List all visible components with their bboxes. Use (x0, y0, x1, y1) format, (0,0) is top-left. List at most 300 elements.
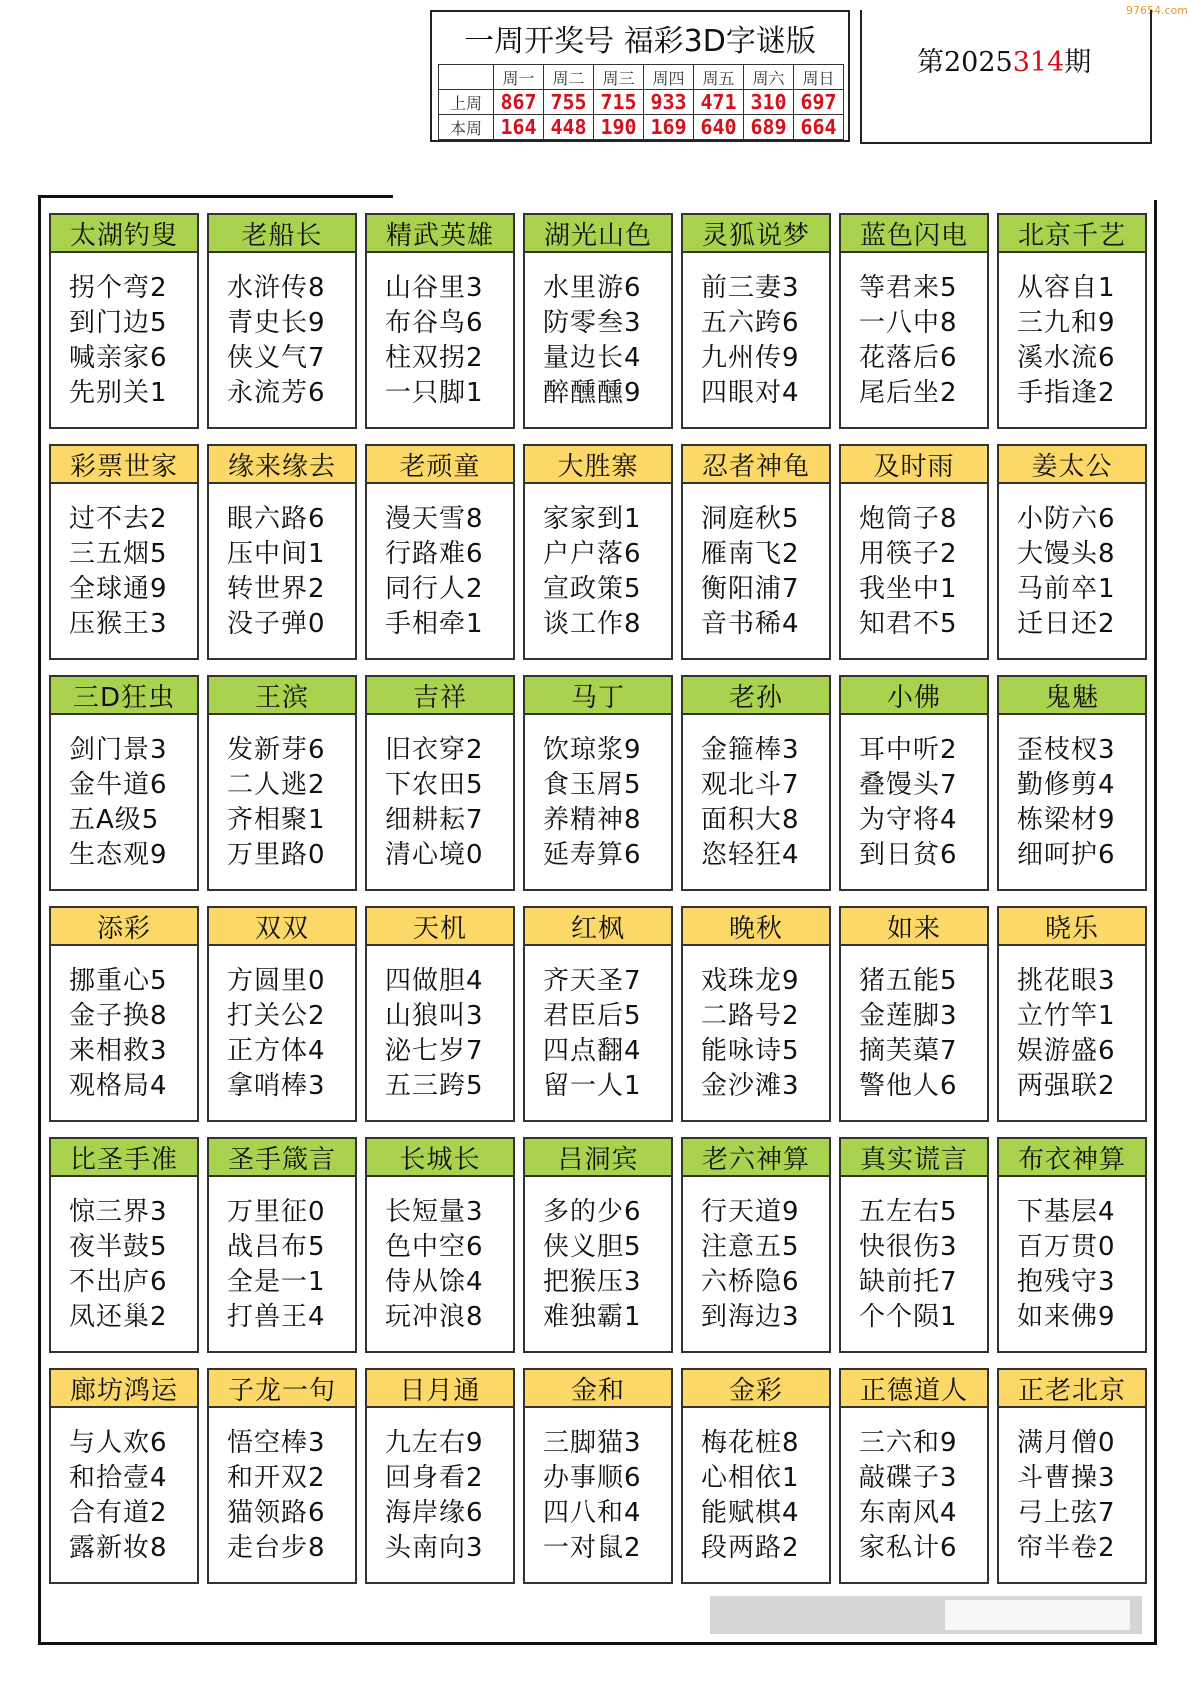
riddle-line: 四八和4 (543, 1498, 642, 1528)
riddle-line: 山谷里3 (385, 273, 484, 303)
card-body (525, 1408, 671, 1566)
card-author: 王滨 (209, 677, 355, 715)
riddle-line: 恣轻狂4 (701, 840, 800, 870)
day-header: 周一 (494, 65, 544, 90)
riddle-line: 尾后坐2 (859, 378, 958, 408)
card-author: 子龙一句 (209, 1370, 355, 1408)
riddle-line: 和拾壹4 (69, 1463, 168, 1493)
frame-line (38, 195, 393, 198)
draw-number: 664 (794, 115, 844, 140)
riddle-grid (49, 213, 1147, 1584)
riddle-line: 三六和9 (859, 1428, 958, 1458)
riddle-line: 三五烟5 (69, 539, 168, 569)
riddle-line: 下基层4 (1017, 1197, 1116, 1227)
riddle-line: 三九和9 (1017, 308, 1116, 338)
card-body (51, 1177, 197, 1335)
riddle-line: 色中空6 (385, 1232, 484, 1262)
card-author: 晚秋 (683, 908, 829, 946)
issue-panel (860, 10, 1152, 144)
riddle-card (207, 213, 357, 429)
riddle-card (49, 444, 199, 660)
riddle-card (839, 444, 989, 660)
riddle-line: 九左右9 (385, 1428, 484, 1458)
riddle-line: 夜半鼓5 (69, 1232, 168, 1262)
riddle-line: 迁日还2 (1017, 609, 1116, 639)
riddle-line: 溪水流6 (1017, 343, 1116, 373)
card-body (999, 946, 1145, 1104)
day-header: 周四 (644, 65, 694, 90)
riddle-card (997, 1368, 1147, 1584)
riddle-line: 斗曹操3 (1017, 1463, 1116, 1493)
riddle-line: 合有道2 (69, 1498, 168, 1528)
riddle-line: 正方体4 (227, 1036, 326, 1066)
riddle-line: 食玉屑5 (543, 770, 642, 800)
card-body (209, 1177, 355, 1335)
riddle-line: 个个陨1 (859, 1302, 958, 1332)
card-author: 长城长 (367, 1139, 513, 1177)
issue-prefix: 第2025 (917, 47, 1013, 78)
card-author: 添彩 (51, 908, 197, 946)
riddle-line: 转世界2 (227, 574, 326, 604)
riddle-line: 东南风4 (859, 1498, 958, 1528)
riddle-line: 走台步8 (227, 1533, 326, 1563)
draw-number: 715 (594, 90, 644, 115)
card-author: 圣手箴言 (209, 1139, 355, 1177)
card-body (209, 1408, 355, 1566)
riddle-line: 立竹竿1 (1017, 1001, 1116, 1031)
draw-number: 471 (694, 90, 744, 115)
card-author: 日月通 (367, 1370, 513, 1408)
riddle-line: 到日贫6 (859, 840, 958, 870)
riddle-line: 金沙滩3 (701, 1071, 800, 1101)
riddle-line: 压中间1 (227, 539, 326, 569)
day-header: 周二 (544, 65, 594, 90)
card-body (367, 715, 513, 873)
riddle-line: 九州传9 (701, 343, 800, 373)
card-author: 三D狂虫 (51, 677, 197, 715)
card-body (999, 484, 1145, 642)
draw-number: 755 (544, 90, 594, 115)
riddle-line: 手指逢2 (1017, 378, 1116, 408)
card-body (841, 715, 987, 873)
this-week-label: 本周 (439, 115, 494, 140)
card-body (51, 484, 197, 642)
riddle-card (681, 1137, 831, 1353)
riddle-card (681, 675, 831, 891)
card-body (51, 946, 197, 1104)
riddle-line: 眼六路6 (227, 504, 326, 534)
card-body (683, 1177, 829, 1335)
riddle-line: 战吕布5 (227, 1232, 326, 1262)
card-body (209, 946, 355, 1104)
riddle-line: 饮琼浆9 (543, 735, 642, 765)
card-author: 真实谎言 (841, 1139, 987, 1177)
issue-suffix: 期 (1064, 47, 1092, 78)
card-body (209, 484, 355, 642)
riddle-line: 长短量3 (385, 1197, 484, 1227)
riddle-line: 水里游6 (543, 273, 642, 303)
card-body (51, 1408, 197, 1566)
riddle-line: 等君来5 (859, 273, 958, 303)
card-body (367, 484, 513, 642)
issue-highlight: 314 (1012, 47, 1065, 78)
card-author: 及时雨 (841, 446, 987, 484)
card-author: 比圣手准 (51, 1139, 197, 1177)
card-author: 布衣神算 (999, 1139, 1145, 1177)
riddle-line: 五三跨5 (385, 1071, 484, 1101)
riddle-card (523, 1137, 673, 1353)
riddle-line: 雁南飞2 (701, 539, 800, 569)
riddle-line: 万里路0 (227, 840, 326, 870)
riddle-card (839, 1137, 989, 1353)
riddle-line: 清心境0 (385, 840, 484, 870)
card-body (209, 253, 355, 411)
riddle-card (365, 1368, 515, 1584)
draw-number: 933 (644, 90, 694, 115)
riddle-line: 缺前托7 (859, 1267, 958, 1297)
card-body (841, 946, 987, 1104)
card-author: 缘来缘去 (209, 446, 355, 484)
riddle-line: 抱残守3 (1017, 1267, 1116, 1297)
card-author: 精武英雄 (367, 215, 513, 253)
card-author: 蓝色闪电 (841, 215, 987, 253)
riddle-line: 四做胆4 (385, 966, 484, 996)
page-title: 一周开奖号 福彩3D字谜版 (464, 24, 816, 59)
card-body (683, 253, 829, 411)
riddle-line: 拿哨棒3 (227, 1071, 326, 1101)
riddle-line: 漫天雪8 (385, 504, 484, 534)
days-row (439, 65, 844, 90)
card-author: 小佛 (841, 677, 987, 715)
riddle-card (207, 1137, 357, 1353)
riddle-line: 洞庭秋5 (701, 504, 800, 534)
riddle-card (839, 675, 989, 891)
riddle-line: 戏珠龙9 (701, 966, 800, 996)
riddle-line: 一八中8 (859, 308, 958, 338)
riddle-line: 谈工作8 (543, 609, 642, 639)
riddle-line: 炮筒子8 (859, 504, 958, 534)
riddle-line: 不出庐6 (69, 1267, 168, 1297)
riddle-line: 衡阳浦7 (701, 574, 800, 604)
riddle-card (839, 906, 989, 1122)
riddle-line: 户户落6 (543, 539, 642, 569)
riddle-line: 全是一1 (227, 1267, 326, 1297)
riddle-line: 防零叁3 (543, 308, 642, 338)
riddle-card (681, 444, 831, 660)
riddle-line: 泌七岁7 (385, 1036, 484, 1066)
riddle-line: 压猴王3 (69, 609, 168, 639)
card-body (841, 253, 987, 411)
riddle-line: 醉醺醺9 (543, 378, 642, 408)
riddle-line: 回身看2 (385, 1463, 484, 1493)
riddle-card (207, 1368, 357, 1584)
riddle-line: 和开双2 (227, 1463, 326, 1493)
riddle-line: 注意五5 (701, 1232, 800, 1262)
riddle-line: 布谷鸟6 (385, 308, 484, 338)
card-body (525, 484, 671, 642)
card-body (683, 715, 829, 873)
riddle-card (365, 444, 515, 660)
card-body (999, 715, 1145, 873)
riddle-card (365, 1137, 515, 1353)
riddle-line: 露新妆8 (69, 1533, 168, 1563)
card-body (51, 715, 197, 873)
results-table (438, 64, 844, 140)
riddle-line: 把猴压3 (543, 1267, 642, 1297)
riddle-line: 马前卒1 (1017, 574, 1116, 604)
riddle-card (49, 675, 199, 891)
card-author: 姜太公 (999, 446, 1145, 484)
riddle-line: 叠馒头7 (859, 770, 958, 800)
riddle-line: 旧衣穿2 (385, 735, 484, 765)
riddle-line: 为守将4 (859, 805, 958, 835)
card-body (367, 946, 513, 1104)
day-header: 周日 (794, 65, 844, 90)
card-body (525, 946, 671, 1104)
draw-number: 164 (494, 115, 544, 140)
riddle-card (207, 675, 357, 891)
riddle-line: 面积大8 (701, 805, 800, 835)
scan-strip (945, 1600, 1130, 1630)
riddle-card (365, 906, 515, 1122)
draw-number: 640 (694, 115, 744, 140)
riddle-line: 六桥隐6 (701, 1267, 800, 1297)
card-body (841, 1408, 987, 1566)
riddle-line: 两强联2 (1017, 1071, 1116, 1101)
riddle-line: 侠义胆5 (543, 1232, 642, 1262)
riddle-line: 手相牵1 (385, 609, 484, 639)
riddle-line: 家家到1 (543, 504, 642, 534)
riddle-line: 量边长4 (543, 343, 642, 373)
frame-line (38, 1642, 1157, 1645)
card-body (841, 1177, 987, 1335)
card-author: 正老北京 (999, 1370, 1145, 1408)
draw-number: 448 (544, 115, 594, 140)
card-author: 大胜寨 (525, 446, 671, 484)
riddle-card (997, 675, 1147, 891)
riddle-line: 宣政策5 (543, 574, 642, 604)
riddle-line: 发新芽6 (227, 735, 326, 765)
card-author: 红枫 (525, 908, 671, 946)
riddle-line: 我坐中1 (859, 574, 958, 604)
riddle-card (997, 213, 1147, 429)
corner-cell (439, 65, 494, 90)
riddle-line: 到海边3 (701, 1302, 800, 1332)
riddle-line: 能赋棋4 (701, 1498, 800, 1528)
riddle-card (49, 1368, 199, 1584)
riddle-line: 打兽王4 (227, 1302, 326, 1332)
riddle-line: 花落后6 (859, 343, 958, 373)
riddle-line: 金箍棒3 (701, 735, 800, 765)
card-body (367, 253, 513, 411)
riddle-line: 一对鼠2 (543, 1533, 642, 1563)
riddle-line: 拐个弯2 (69, 273, 168, 303)
card-author: 正德道人 (841, 1370, 987, 1408)
riddle-line: 延寿算6 (543, 840, 642, 870)
riddle-line: 同行人2 (385, 574, 484, 604)
riddle-line: 五六跨6 (701, 308, 800, 338)
riddle-line: 知君不5 (859, 609, 958, 639)
card-author: 金和 (525, 1370, 671, 1408)
riddle-line: 侍从馀4 (385, 1267, 484, 1297)
riddle-line: 多的少6 (543, 1197, 642, 1227)
riddle-line: 从容自1 (1017, 273, 1116, 303)
watermark: 97654.com (1126, 4, 1188, 17)
riddle-line: 敲碟子3 (859, 1463, 958, 1493)
riddle-line: 海岸缘6 (385, 1498, 484, 1528)
riddle-line: 金莲脚3 (859, 1001, 958, 1031)
card-author: 老六神算 (683, 1139, 829, 1177)
riddle-line: 下农田5 (385, 770, 484, 800)
riddle-card (523, 906, 673, 1122)
card-body (683, 946, 829, 1104)
riddle-line: 栋梁材9 (1017, 805, 1116, 835)
riddle-card (49, 1137, 199, 1353)
card-body (683, 484, 829, 642)
riddle-line: 青史长9 (227, 308, 326, 338)
day-header: 周三 (594, 65, 644, 90)
riddle-line: 水浒传8 (227, 273, 326, 303)
riddle-line: 梅花桩8 (701, 1428, 800, 1458)
riddle-card (997, 1137, 1147, 1353)
riddle-line: 如来佛9 (1017, 1302, 1116, 1332)
card-body (525, 715, 671, 873)
riddle-card (523, 1368, 673, 1584)
card-body (999, 1177, 1145, 1335)
riddle-line: 二路号2 (701, 1001, 800, 1031)
riddle-line: 五左右5 (859, 1197, 958, 1227)
riddle-line: 三脚猫3 (543, 1428, 642, 1458)
riddle-line: 山狼叫3 (385, 1001, 484, 1031)
riddle-line: 警他人6 (859, 1071, 958, 1101)
card-author: 马丁 (525, 677, 671, 715)
riddle-line: 细呵护6 (1017, 840, 1116, 870)
riddle-line: 齐天圣7 (543, 966, 642, 996)
riddle-line: 挑花眼3 (1017, 966, 1116, 996)
draw-number: 697 (794, 90, 844, 115)
riddle-line: 勤修剪4 (1017, 770, 1116, 800)
card-body (683, 1408, 829, 1566)
card-body (51, 253, 197, 411)
riddle-line: 留一人1 (543, 1071, 642, 1101)
riddle-line: 生态观9 (69, 840, 168, 870)
results-panel (430, 10, 850, 142)
riddle-line: 观北斗7 (701, 770, 800, 800)
riddle-card (49, 906, 199, 1122)
riddle-line: 打关公2 (227, 1001, 326, 1031)
riddle-line: 侠义气7 (227, 343, 326, 373)
riddle-line: 养精神8 (543, 805, 642, 835)
draw-number: 867 (494, 90, 544, 115)
riddle-line: 挪重心5 (69, 966, 168, 996)
riddle-card (997, 444, 1147, 660)
card-author: 如来 (841, 908, 987, 946)
riddle-line: 能咏诗5 (701, 1036, 800, 1066)
card-author: 灵狐说梦 (683, 215, 829, 253)
riddle-line: 先别关1 (69, 378, 168, 408)
riddle-line: 快很伤3 (859, 1232, 958, 1262)
riddle-line: 齐相聚1 (227, 805, 326, 835)
day-header: 周五 (694, 65, 744, 90)
riddle-line: 段两路2 (701, 1533, 800, 1563)
last-week-label: 上周 (439, 90, 494, 115)
riddle-line: 到门边5 (69, 308, 168, 338)
riddle-line: 行天道9 (701, 1197, 800, 1227)
card-author: 吉祥 (367, 677, 513, 715)
riddle-card (997, 906, 1147, 1122)
riddle-line: 小防六6 (1017, 504, 1116, 534)
riddle-line: 歪枝杈3 (1017, 735, 1116, 765)
riddle-card (49, 213, 199, 429)
riddle-card (681, 213, 831, 429)
draw-number: 689 (744, 115, 794, 140)
riddle-line: 办事顺6 (543, 1463, 642, 1493)
card-author: 天机 (367, 908, 513, 946)
riddle-line: 难独霸1 (543, 1302, 642, 1332)
card-author: 金彩 (683, 1370, 829, 1408)
riddle-line: 大馒头8 (1017, 539, 1116, 569)
card-body (367, 1177, 513, 1335)
riddle-card (839, 1368, 989, 1584)
riddle-line: 百万贯0 (1017, 1232, 1116, 1262)
card-author: 老船长 (209, 215, 355, 253)
card-author: 忍者神龟 (683, 446, 829, 484)
riddle-line: 摘芙蕖7 (859, 1036, 958, 1066)
riddle-line: 与人欢6 (69, 1428, 168, 1458)
riddle-card (523, 444, 673, 660)
riddle-line: 四点翻4 (543, 1036, 642, 1066)
draw-number: 310 (744, 90, 794, 115)
riddle-line: 五A级5 (69, 805, 160, 835)
riddle-line: 家私计6 (859, 1533, 958, 1563)
riddle-line: 金牛道6 (69, 770, 168, 800)
riddle-card (839, 213, 989, 429)
card-author: 湖光山色 (525, 215, 671, 253)
day-header: 周六 (744, 65, 794, 90)
riddle-line: 柱双拐2 (385, 343, 484, 373)
riddle-line: 猪五能5 (859, 966, 958, 996)
riddle-line: 头南向3 (385, 1533, 484, 1563)
riddle-line: 悟空棒3 (227, 1428, 326, 1458)
frame-line (1154, 200, 1157, 1645)
card-body (999, 253, 1145, 411)
frame-line (38, 195, 41, 1645)
riddle-line: 四眼对4 (701, 378, 800, 408)
riddle-line: 猫领路6 (227, 1498, 326, 1528)
card-author: 老顽童 (367, 446, 513, 484)
riddle-line: 满月僧0 (1017, 1428, 1116, 1458)
riddle-line: 音书稀4 (701, 609, 800, 639)
card-author: 北京千艺 (999, 215, 1145, 253)
card-author: 廊坊鸿运 (51, 1370, 197, 1408)
riddle-line: 没子弹0 (227, 609, 326, 639)
riddle-line: 耳中听2 (859, 735, 958, 765)
this-week-row (439, 115, 844, 140)
riddle-line: 细耕耘7 (385, 805, 484, 835)
riddle-line: 来相救3 (69, 1036, 168, 1066)
card-body (525, 253, 671, 411)
riddle-card (365, 213, 515, 429)
riddle-line: 弓上弦7 (1017, 1498, 1116, 1528)
riddle-card (207, 444, 357, 660)
card-body (841, 484, 987, 642)
last-week-row (439, 90, 844, 115)
riddle-line: 金子换8 (69, 1001, 168, 1031)
card-body (999, 1408, 1145, 1566)
riddle-line: 万里征0 (227, 1197, 326, 1227)
card-body (367, 1408, 513, 1566)
card-author: 老孙 (683, 677, 829, 715)
